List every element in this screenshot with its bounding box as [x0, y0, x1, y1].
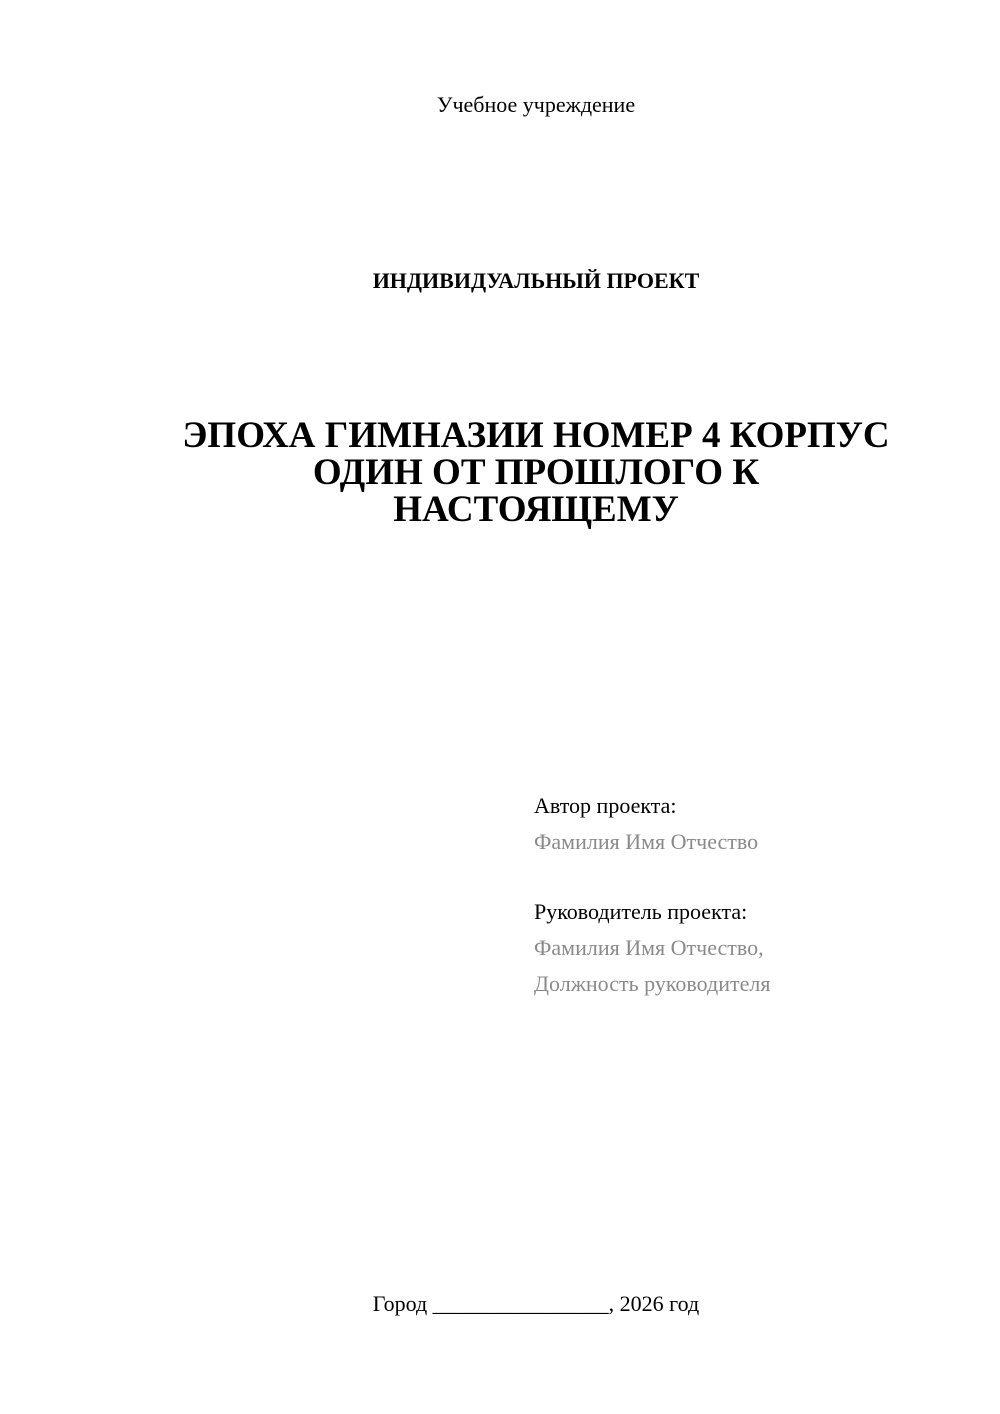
- credits-spacer: [534, 860, 974, 894]
- city-year-line: [0, 1290, 1000, 1318]
- supervisor-label: Руководитель проекта:: [534, 899, 748, 924]
- supervisor-position-placeholder: Должность руководителя: [534, 971, 771, 996]
- city-label: Город: [372, 1291, 428, 1316]
- city-blank: ________________: [432, 1291, 609, 1316]
- project-credits: [534, 788, 974, 1002]
- project-title-line-1: ЭПОХА ГИМНАЗИИ НОМЕР 4 КОРПУС: [182, 415, 890, 456]
- project-title: [150, 417, 922, 528]
- project-title-line-2: ОДИН ОТ ПРОШЛОГО К: [312, 452, 760, 493]
- institution-name: Учебное учреждение: [436, 92, 636, 117]
- author-label: Автор проекта:: [534, 793, 677, 818]
- year-text: , 2026 год: [608, 1291, 700, 1316]
- supervisor-name-placeholder: Фамилия Имя Отчество,: [534, 935, 764, 960]
- document-type: ИНДИВИДУАЛЬНЫЙ ПРОЕКТ: [372, 268, 700, 293]
- author-name-placeholder: Фамилия Имя Отчество: [534, 829, 759, 854]
- project-title-line-3: НАСТОЯЩЕМУ: [393, 489, 679, 530]
